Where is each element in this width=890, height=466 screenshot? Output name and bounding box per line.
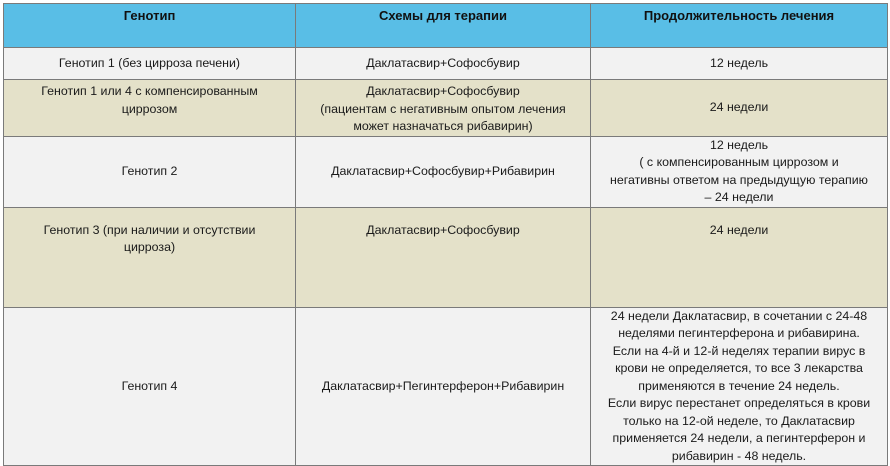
cell-line: 24 недели Даклатасвир, в сочетании с 24-48 <box>610 308 868 323</box>
cell-line: может назначаться рибавирин) <box>353 119 533 133</box>
cell-line: Даклатасвир+Софосбувир <box>366 84 520 98</box>
genotype-cell <box>4 307 296 466</box>
duration-cell <box>591 307 888 466</box>
table-row <box>4 307 888 466</box>
cell-line: неделями пегинтерферона и рибавирина. <box>618 326 860 340</box>
duration-cell <box>591 207 888 307</box>
cell-line: Если на 4-й и 12-й неделях терапии вирус в <box>612 343 866 358</box>
cell-line: только на 12-ой неделе, то Даклатасвир <box>623 413 855 428</box>
cell-line: Генотип 2 <box>121 163 178 178</box>
genotype-cell <box>4 136 296 207</box>
cell-line: ( с компенсированным циррозом и <box>639 155 839 169</box>
table-row <box>4 136 888 207</box>
header-genotype: Генотип <box>4 4 296 48</box>
scheme-cell <box>296 307 591 466</box>
cell-line: 24 недели <box>709 100 769 114</box>
cell-line: Генотип 4 <box>121 378 178 393</box>
cell-line: крови не определяется, то все 3 лекарства <box>615 361 863 375</box>
cell-line: 24 недели <box>709 222 769 237</box>
duration-cell <box>591 48 888 80</box>
cell-line: – 24 недели <box>704 190 774 204</box>
treatment-regimen-table <box>3 3 888 466</box>
table-row <box>4 207 888 307</box>
header-treatment-duration: Продолжительность лечения <box>591 4 888 48</box>
cell-line: Даклатасвир+Софосбувир+Рибавирин <box>331 163 555 178</box>
cell-line: Даклатасвир+Софосбувир <box>366 55 520 70</box>
duration-cell <box>591 136 888 207</box>
cell-line: циррозом <box>121 101 178 116</box>
genotype-cell <box>4 207 296 307</box>
duration-cell <box>591 80 888 137</box>
scheme-cell <box>296 48 591 80</box>
table-row <box>4 80 888 137</box>
cell-line: Даклатасвир+Пегинтерферон+Рибавирин <box>321 378 565 393</box>
cell-line: рибавирин - 48 недель. <box>671 448 807 463</box>
header-therapy-schemes: Схемы для терапии <box>296 4 591 48</box>
cell-line: применяется 24 недели, а пегинтерферон и <box>612 431 866 445</box>
cell-line: 12 недель <box>709 55 769 70</box>
cell-line: применяются в течение 24 недель. <box>638 378 840 393</box>
scheme-cell <box>296 207 591 307</box>
genotype-cell <box>4 80 296 137</box>
table-row <box>4 48 888 80</box>
cell-line: негативны ответом на предыдущую терапию <box>610 172 868 187</box>
cell-line: (пациентам с негативным опытом лечения <box>320 101 566 116</box>
cell-line: Если вирус перестанет определяться в крови <box>607 396 871 410</box>
cell-line: Даклатасвир+Софосбувир <box>366 222 520 237</box>
cell-line: Генотип 1 или 4 с компенсированным <box>41 84 258 98</box>
scheme-cell <box>296 136 591 207</box>
cell-line: Генотип 1 (без цирроза печени) <box>58 55 241 70</box>
genotype-cell <box>4 48 296 80</box>
cell-line: цирроза) <box>123 240 176 254</box>
cell-line: Генотип 3 (при наличии и отсутствии <box>43 222 256 237</box>
table-header-row <box>4 4 888 48</box>
cell-line: 12 недель <box>709 137 769 152</box>
scheme-cell <box>296 80 591 137</box>
